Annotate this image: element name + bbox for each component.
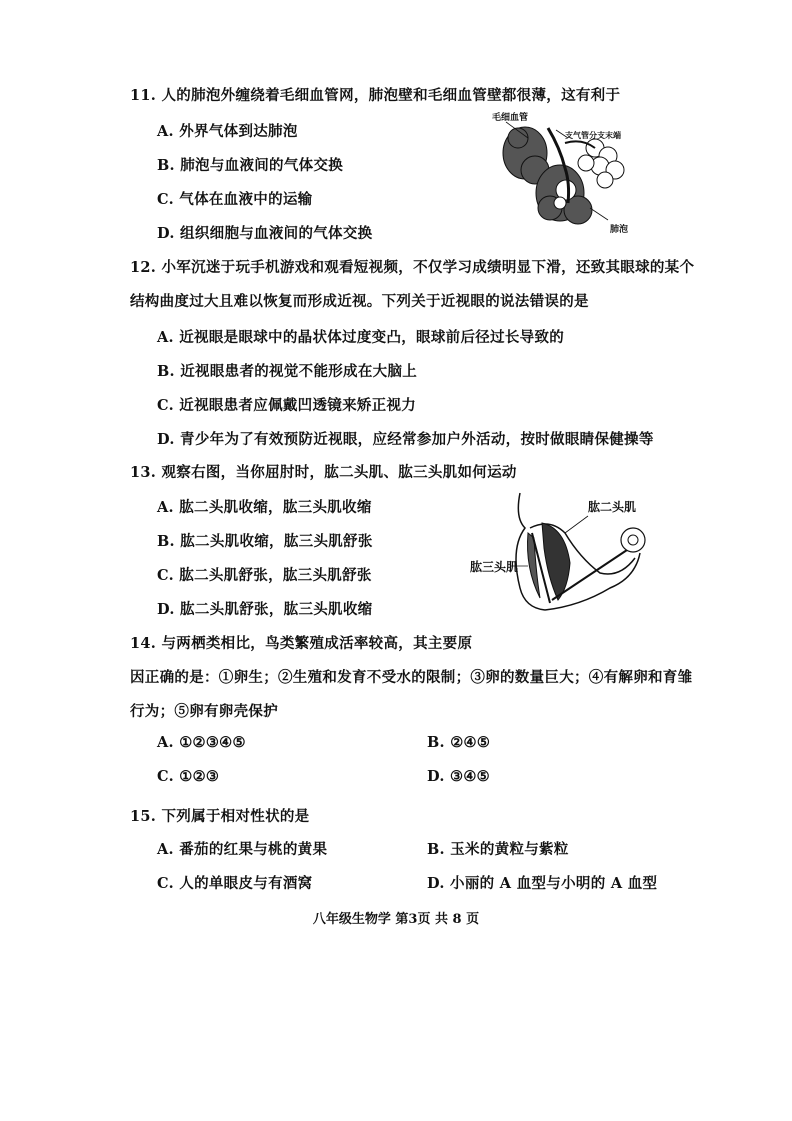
- biceps-label: 肱二头肌: [588, 500, 637, 514]
- q13-stem: 13. 观察右图，当你屈肘时，肱二头肌、肱三头肌如何运动: [130, 464, 517, 481]
- q11-option-c: C. 气体在血液中的运输: [157, 191, 313, 208]
- page-footer: 八年级生物学 第3页 共 8 页: [312, 912, 480, 927]
- arm-muscle-figure: [470, 488, 670, 618]
- q14-option-c: C. ①②③: [157, 768, 220, 785]
- q11-option-b: B. 肺泡与血液间的气体交换: [157, 157, 344, 174]
- alveoli-figure: [490, 108, 640, 238]
- q13-option-a: A. 肱二头肌收缩，肱三头肌收缩: [157, 499, 372, 516]
- bronchiole-label: 支气管分支末端: [565, 130, 621, 140]
- q14-option-a: A. ①②③④⑤: [157, 734, 246, 751]
- q12-option-b: B. 近视眼患者的视觉不能形成在大脑上: [157, 363, 418, 380]
- alveoli-drawing: [490, 108, 640, 238]
- q15-option-d: D. 小丽的 A 血型与小明的 A 血型: [427, 875, 658, 892]
- q11-option-a: A. 外界气体到达肺泡: [157, 123, 298, 140]
- q13-option-d: D. 肱二头肌舒张，肱三头肌收缩: [157, 601, 373, 618]
- q12-stem-line2: 结构曲度过大且难以恢复而形成近视。下列关于近视眼的说法错误的是: [130, 293, 589, 310]
- q15-option-a: A. 番茄的红果与桃的黄果: [157, 841, 328, 858]
- q14-option-b: B. ②④⑤: [427, 734, 491, 751]
- q14-option-d: D. ③④⑤: [427, 768, 490, 785]
- q15-option-c: C. 人的单眼皮与有酒窝: [157, 875, 313, 892]
- q12-option-c: C. 近视眼患者应佩戴凹透镜来矫正视力: [157, 397, 417, 414]
- q14-stem-line2: 因正确的是：①卵生；②生殖和发育不受水的限制；③卵的数量巨大；④有解卵和育雏: [130, 669, 693, 686]
- q13-option-c: C. 肱二头肌舒张，肱三头肌舒张: [157, 567, 372, 584]
- q11-stem: 11. 人的肺泡外缠绕着毛细血管网，肺泡壁和毛细血管壁都很薄，这有利于: [130, 87, 621, 104]
- alveolus-label: 肺泡: [610, 225, 629, 235]
- capillary-label: 毛细血管: [492, 113, 529, 123]
- q14-stem-line3: 行为；⑤卵有卵壳保护: [130, 703, 278, 720]
- q13-option-b: B. 肱二头肌收缩，肱三头肌舒张: [157, 533, 373, 550]
- arm-drawing: [470, 488, 670, 618]
- q12-stem-line1: 12. 小军沉迷于玩手机游戏和观看短视频，不仅学习成绩明显下滑，还致其眼球的某个: [130, 259, 695, 276]
- q14-stem-line1: 14. 与两栖类相比，鸟类繁殖成活率较高，其主要原: [130, 635, 473, 652]
- triceps-label: 肱三头肌: [470, 560, 519, 574]
- q11-option-d: D. 组织细胞与血液间的气体交换: [157, 225, 373, 242]
- q12-option-d: D. 青少年为了有效预防近视眼，应经常参加户外活动，按时做眼睛保健操等: [157, 431, 654, 448]
- q12-option-a: A. 近视眼是眼球中的晶状体过度变凸，眼球前后径过长导致的: [157, 329, 565, 346]
- q15-stem: 15. 下列属于相对性状的是: [130, 808, 310, 825]
- q15-option-b: B. 玉米的黄粒与紫粒: [427, 841, 569, 858]
